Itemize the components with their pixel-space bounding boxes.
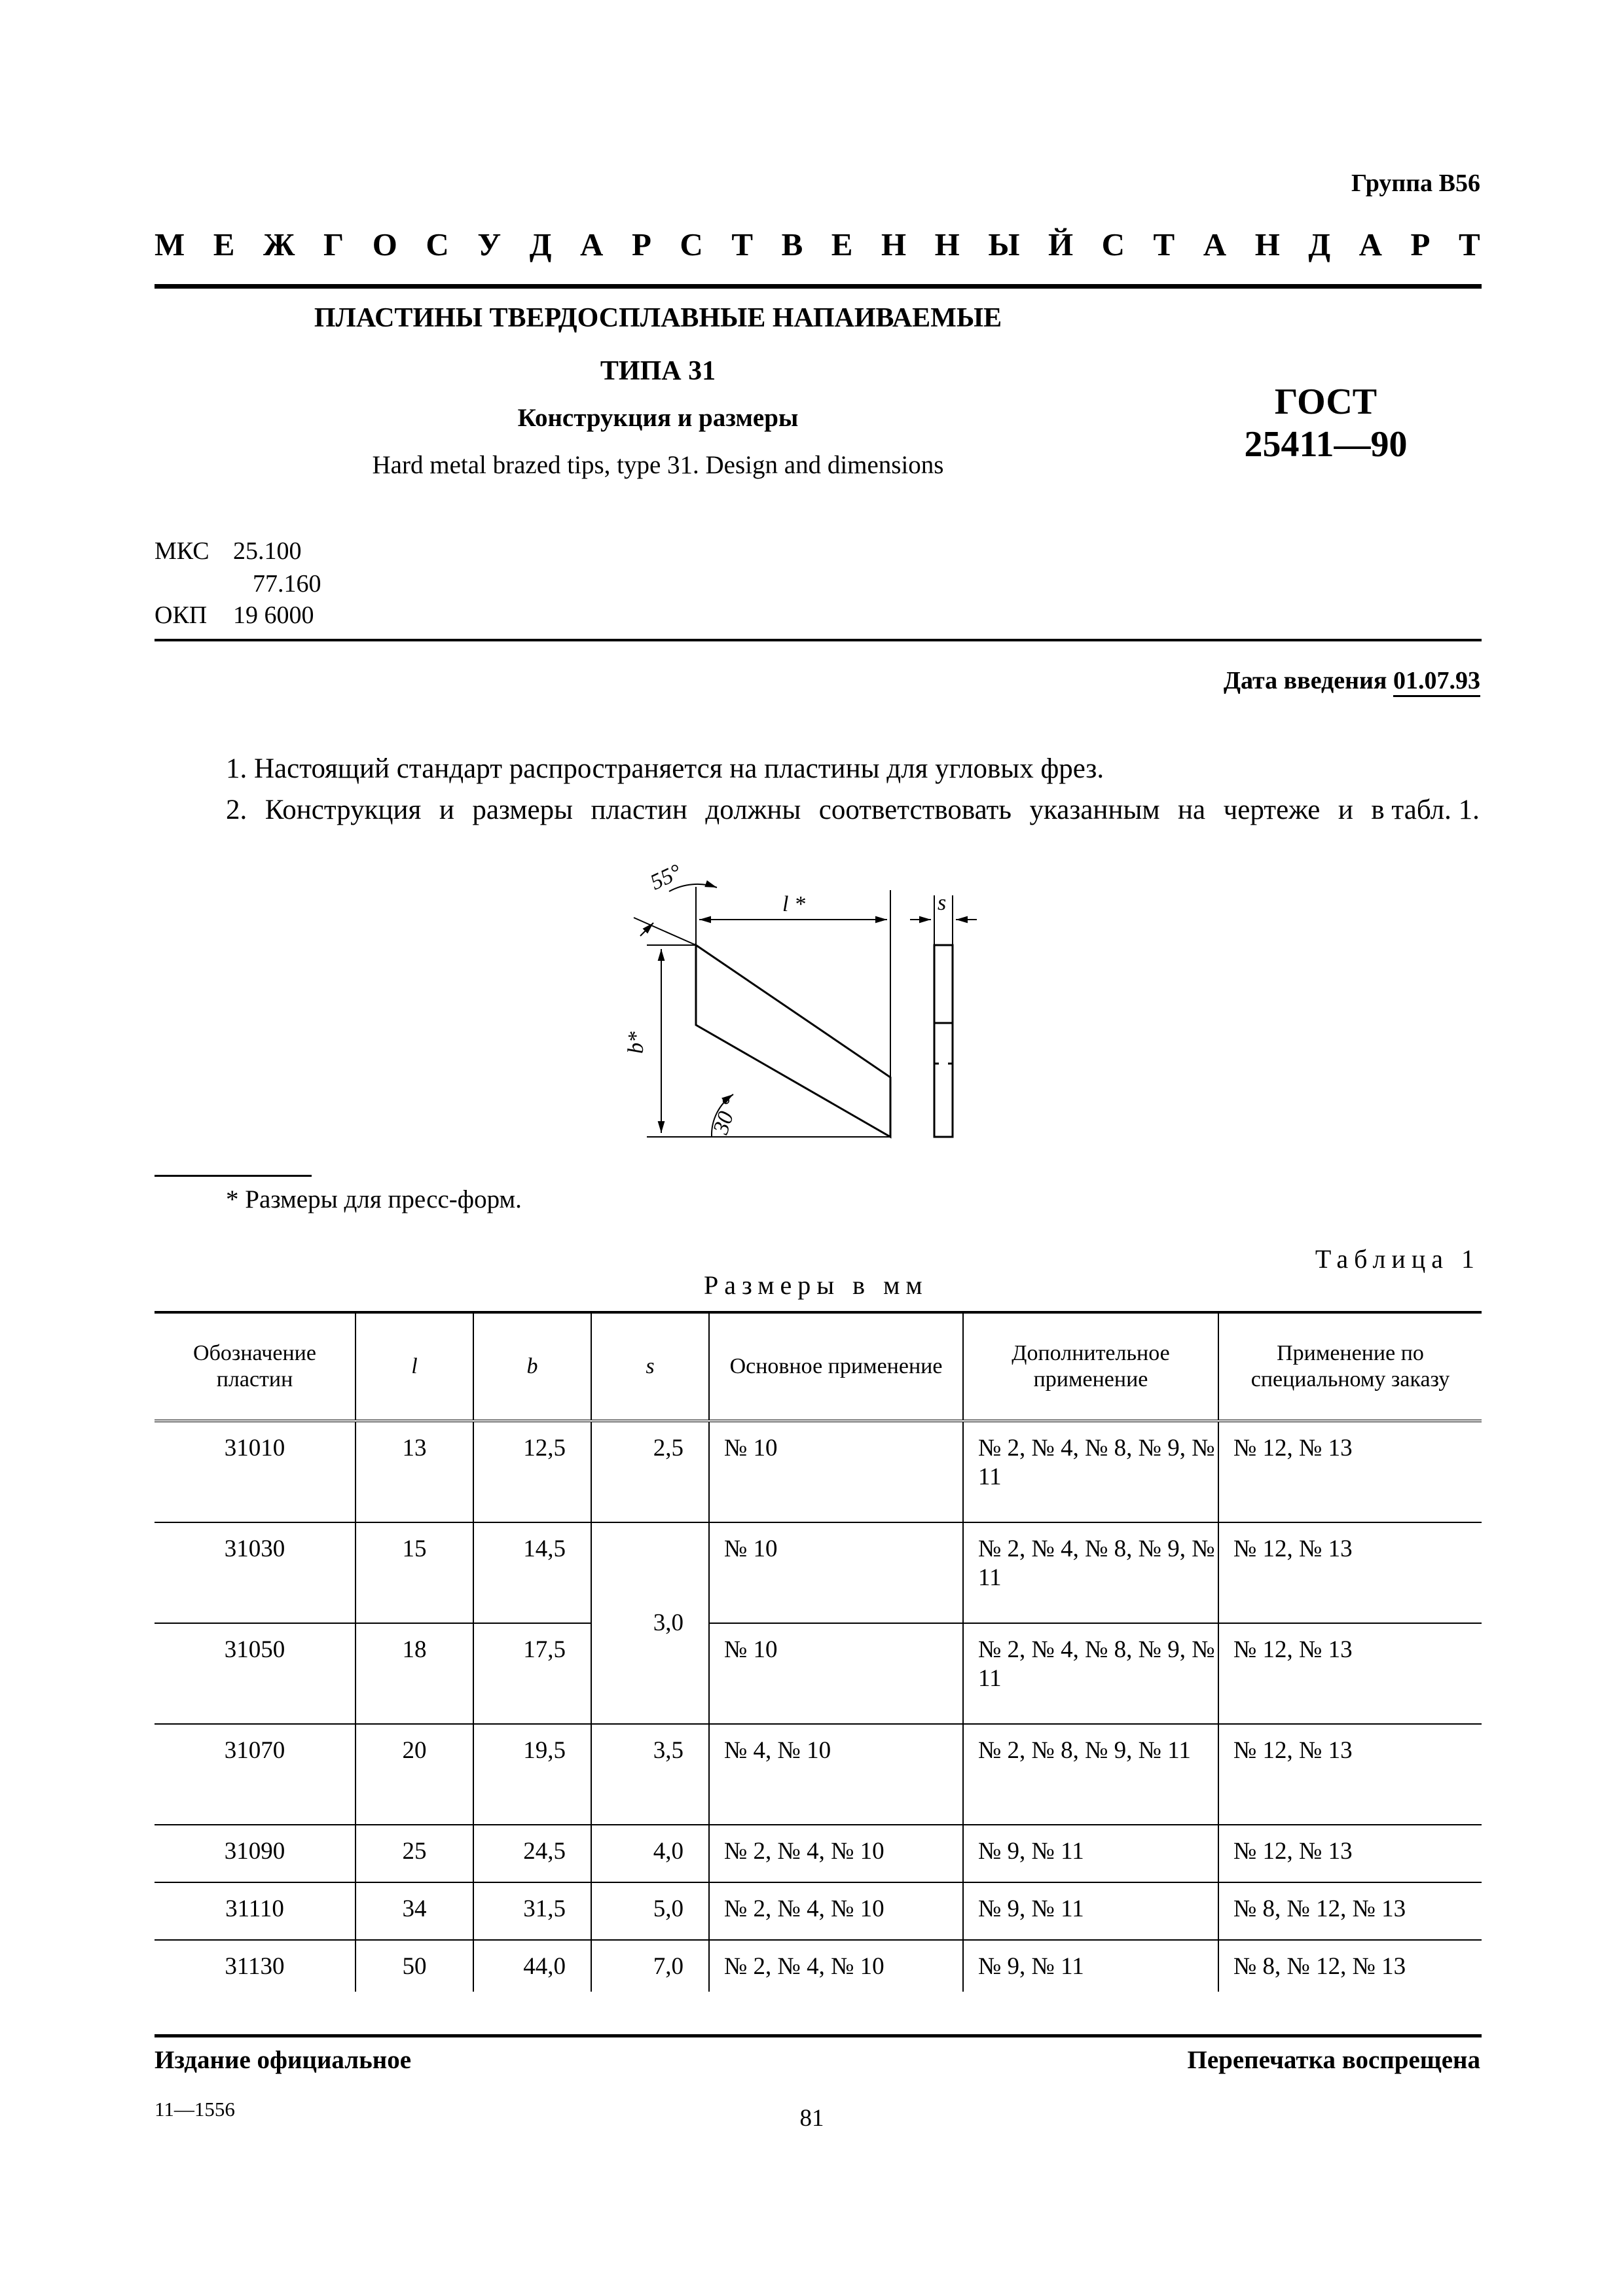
cell-main: № 10 (709, 1522, 963, 1623)
reprint-prohibited: Перепечатка воспрещена (1187, 2046, 1480, 2074)
footnote-rule (155, 1175, 312, 1177)
cell-b: 19,5 (473, 1724, 591, 1825)
col-header-extra-use: Дополнительное применение (963, 1312, 1218, 1421)
banner-letter: Е (831, 226, 853, 262)
cell-l: 20 (356, 1724, 473, 1825)
cell-extra: № 9, № 11 (963, 1882, 1218, 1940)
cell-id: 31130 (225, 1953, 285, 1980)
banner-letter: А (580, 226, 604, 262)
cell-special: № 8, № 12, № 13 (1218, 1882, 1482, 1940)
banner-letter: Н (934, 226, 960, 262)
paragraph-2-word: в табл. 1. (1371, 795, 1480, 825)
mks-label: МКС (155, 537, 210, 565)
cell-main: № 2, № 4, № 10 (709, 1940, 963, 1992)
banner-letter: Г (323, 226, 344, 262)
document-title-type: ТИПА 31 (600, 356, 716, 386)
banner-letter: Е (213, 226, 235, 262)
cell-id: 31030 (155, 1522, 356, 1623)
tip-side-view (934, 945, 953, 1137)
table-units: Размеры в мм (704, 1270, 928, 1300)
cell-b: 31,5 (473, 1882, 591, 1940)
intro-date-label: Дата введения (1223, 667, 1387, 694)
col-header-special-order: Применение по специальному заказу (1218, 1312, 1482, 1421)
banner-letter: Д (1308, 226, 1331, 262)
gost-number: 25411—90 (1244, 424, 1408, 465)
angle-55-label: 55° (646, 859, 685, 895)
cell-l: 18 (356, 1623, 473, 1724)
cell-id: 31070 (155, 1724, 356, 1825)
paragraph-2-word: указанным (1029, 795, 1160, 825)
cell-special: № 12, № 13 (1218, 1724, 1482, 1825)
banner-letter: Ж (263, 226, 295, 262)
tip-drawing (624, 857, 1021, 1158)
cell-s: 5,0 (591, 1882, 709, 1940)
mks-code-1: 25.100 (233, 537, 302, 565)
cell-b: 12,5 (473, 1421, 591, 1522)
cell-extra: № 9, № 11 (963, 1825, 1218, 1882)
paragraph-2-word: и (439, 795, 454, 825)
cell-special: № 12, № 13 (1218, 1623, 1482, 1724)
paragraph-2-word: должны (705, 795, 801, 825)
banner-letter: А (1359, 226, 1382, 262)
paragraph-2-word: 2. (226, 795, 247, 825)
paragraph-2-word: размеры (472, 795, 573, 825)
cell-id: 31110 (155, 1882, 356, 1940)
table-row (155, 1421, 1482, 1522)
paragraph-2 (226, 794, 1480, 826)
cell-main: № 4, № 10 (709, 1724, 963, 1825)
cell-id: 31090 (155, 1825, 356, 1882)
paragraph-2-word: пластин (591, 795, 687, 825)
cell-l: 13 (356, 1421, 473, 1522)
okp-code: 19 6000 (233, 601, 314, 629)
col-header-designation: Обозначение пластин (155, 1312, 356, 1421)
english-title: Hard metal brazed tips, type 31. Design and dimensions (372, 451, 944, 479)
cell-s: 3,5 (591, 1724, 709, 1825)
cell-b: 24,5 (473, 1825, 591, 1882)
banner-letter: Т (1458, 226, 1480, 262)
cell-special: № 12, № 13 (1218, 1825, 1482, 1882)
banner-letter: Р (1410, 226, 1431, 262)
document-subtitle: Конструкция и размеры (517, 404, 799, 432)
banner-letter: Т (731, 226, 754, 262)
banner-letter: С (1101, 226, 1125, 262)
banner-letter: Д (529, 226, 552, 262)
interstate-standard-banner (155, 226, 1480, 263)
banner-letter: Р (631, 226, 651, 262)
cell-extra: № 2, № 4, № 8, № 9, № 11 (963, 1522, 1218, 1623)
col-header-s: s (591, 1312, 709, 1421)
cell-extra: № 9, № 11 (963, 1940, 1218, 1992)
cell-id: 31050 (155, 1623, 356, 1724)
cell-s-merged: 3,0 (591, 1522, 709, 1724)
table-row (155, 1940, 1482, 1992)
cell-s: 4,0 (591, 1825, 709, 1882)
intro-date-value: 01.07.93 (1393, 667, 1480, 694)
dimension-lines (634, 884, 890, 1137)
table-header-row (155, 1312, 1482, 1421)
mks-code-2: 77.160 (253, 570, 321, 598)
banner-letter: Н (1254, 226, 1280, 262)
okp-label: ОКП (155, 601, 208, 629)
banner-letter: А (1203, 226, 1227, 262)
cell-l: 34 (356, 1882, 473, 1940)
gost-label: ГОСТ (1274, 382, 1377, 422)
paragraph-2-word: на (1178, 795, 1206, 825)
banner-letter: В (781, 226, 803, 262)
cell-special: № 12, № 13 (1218, 1522, 1482, 1623)
cell-extra: № 2, № 8, № 9, № 11 (963, 1724, 1218, 1825)
cell-l: 50 (356, 1940, 473, 1992)
banner-letter: Н (881, 226, 907, 262)
paragraph-2-word: и (1338, 795, 1353, 825)
page-number: 81 (799, 2105, 824, 2132)
banner-letter: С (426, 226, 449, 262)
cell-main: № 10 (709, 1623, 963, 1724)
introduction-date (1224, 666, 1480, 695)
cell-id: 31010 (155, 1421, 356, 1522)
dim-s-label: s (938, 891, 947, 915)
cell-b: 14,5 (473, 1522, 591, 1623)
footer-rule (155, 2034, 1482, 2037)
banner-letter: Й (1048, 226, 1074, 262)
table-row (155, 1882, 1482, 1940)
paragraph-2-word: чертеже (1223, 795, 1321, 825)
cell-s: 7,0 (591, 1940, 709, 1992)
group-code: Группа В56 (1351, 170, 1480, 197)
dim-b-label: b* (624, 1031, 648, 1054)
cell-main: № 10 (709, 1421, 963, 1522)
cell-special: № 12, № 13 (1218, 1421, 1482, 1522)
banner-letter: У (477, 226, 501, 262)
col-header-b: b (473, 1312, 591, 1421)
header-rule (155, 284, 1482, 289)
table-row (155, 1623, 1482, 1724)
table-caption: Таблица 1 (1315, 1244, 1480, 1274)
banner-letter: М (155, 226, 185, 262)
cell-s: 2,5 (591, 1421, 709, 1522)
dimensions-table (155, 1311, 1482, 1992)
cell-extra: № 2, № 4, № 8, № 9, № 11 (963, 1623, 1218, 1724)
cell-l: 15 (356, 1522, 473, 1623)
footnote: * Размеры для пресс-форм. (226, 1185, 522, 1213)
table-row (155, 1724, 1482, 1825)
table-row (155, 1825, 1482, 1882)
paragraph-1: 1. Настоящий стандарт распространяется на пластины для угловых фрез. (226, 753, 1104, 784)
paragraph-2-word: Конструкция (264, 795, 422, 825)
document-title: ПЛАСТИНЫ ТВЕРДОСПЛАВНЫЕ НАПАИВАЕМЫЕ (314, 303, 1002, 333)
banner-letter: Ы (988, 226, 1020, 262)
col-header-l: l (356, 1312, 473, 1421)
cell-main: № 2, № 4, № 10 (709, 1825, 963, 1882)
cell-special: № 8, № 12, № 13 (1218, 1940, 1482, 1992)
cell-b: 44,0 (473, 1940, 591, 1992)
banner-letter: Т (1153, 226, 1175, 262)
cell-b: 17,5 (473, 1623, 591, 1724)
banner-letter: О (372, 226, 397, 262)
dim-l-label: l * (782, 892, 805, 916)
angle-30-label: 30 ° (708, 1094, 743, 1138)
cell-l: 25 (356, 1825, 473, 1882)
table-row (155, 1522, 1482, 1623)
banner-letter: С (680, 226, 703, 262)
cell-main: № 2, № 4, № 10 (709, 1882, 963, 1940)
col-header-main-use: Основное применение (709, 1312, 963, 1421)
print-code: 11—1556 (155, 2098, 235, 2121)
official-edition: Издание официальное (155, 2046, 412, 2074)
cell-extra: № 2, № 4, № 8, № 9, № 11 (963, 1421, 1218, 1522)
paragraph-2-word: соответствовать (818, 795, 1012, 825)
codes-rule (155, 639, 1482, 641)
